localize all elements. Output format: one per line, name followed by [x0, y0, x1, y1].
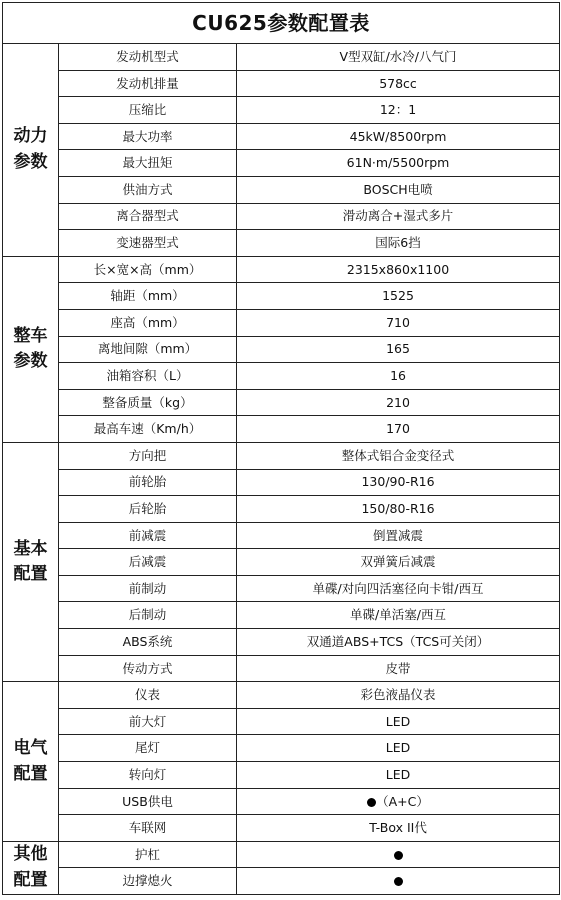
param-label: 前制动	[59, 575, 237, 602]
param-label: 供油方式	[59, 176, 237, 203]
param-value-text: 12：1	[379, 102, 417, 118]
title-row	[3, 3, 560, 44]
param-value-text: 双通道ABS+TCS（TCS可关闭）	[306, 633, 490, 649]
param-label: 轴距（mm）	[59, 283, 237, 310]
param-value	[237, 123, 560, 150]
param-label: 仪表	[59, 682, 237, 709]
param-label: USB供电	[59, 788, 237, 815]
param-value	[237, 602, 560, 629]
param-value	[237, 97, 560, 124]
param-label: 离合器型式	[59, 203, 237, 230]
param-value	[237, 442, 560, 469]
param-value	[237, 629, 560, 656]
param-value	[237, 815, 560, 842]
spec-sheet	[2, 2, 559, 894]
param-value	[237, 841, 560, 868]
table-row	[3, 363, 560, 390]
category-label: 参数	[13, 351, 48, 372]
param-value-text: 61N·m/5500rpm	[346, 155, 450, 171]
table-row	[3, 176, 560, 203]
table-row	[3, 629, 560, 656]
filled-dot-icon	[394, 851, 403, 860]
param-value-text: V型双缸/水冷/八气门	[339, 48, 457, 64]
table-row	[3, 256, 560, 283]
param-value	[237, 176, 560, 203]
param-value-text: 国际6挡	[375, 235, 421, 251]
category-label: 配置	[13, 763, 48, 784]
param-value	[237, 655, 560, 682]
param-value	[237, 708, 560, 735]
table-row	[3, 575, 560, 602]
table-row	[3, 602, 560, 629]
param-value-text: 45kW/8500rpm	[349, 128, 447, 144]
table-row	[3, 522, 560, 549]
category-label: 动力	[13, 126, 48, 147]
table-row	[3, 682, 560, 709]
param-label: 后轮胎	[59, 496, 237, 523]
param-value-text: 单碟/对向四活塞径向卡钳/西互	[312, 580, 484, 596]
param-label: 前减震	[59, 522, 237, 549]
table-row	[3, 469, 560, 496]
param-value	[237, 309, 560, 336]
param-value-text: T-Box II代	[369, 820, 427, 836]
table-row	[3, 416, 560, 443]
param-value	[237, 363, 560, 390]
param-value-text: 滑动离合+湿式多片	[342, 208, 454, 224]
table-row	[3, 309, 560, 336]
table-row	[3, 708, 560, 735]
param-value-text: 170	[386, 421, 410, 437]
param-value-text: 150/80-R16	[361, 501, 435, 517]
param-label: 油箱容积（L）	[59, 363, 237, 390]
table-row	[3, 283, 560, 310]
param-label: 最大功率	[59, 123, 237, 150]
param-label: 后减震	[59, 549, 237, 576]
param-label: 后制动	[59, 602, 237, 629]
category-label: 基本	[13, 538, 48, 559]
param-value-text: 整体式铝合金变径式	[341, 447, 455, 463]
param-label: 发动机排量	[59, 70, 237, 97]
param-value-text: 165	[386, 341, 410, 357]
param-value-text: 210	[386, 394, 410, 410]
category-label: 配置	[13, 869, 48, 890]
category-label: 参数	[13, 151, 48, 172]
param-value-text: 1525	[382, 288, 414, 304]
param-value	[237, 575, 560, 602]
param-value	[237, 416, 560, 443]
param-value	[237, 522, 560, 549]
table-row	[3, 230, 560, 257]
category-cell	[3, 442, 59, 681]
param-value-text: 彩色液晶仪表	[360, 687, 436, 703]
filled-dot-icon	[394, 877, 403, 886]
param-value	[237, 762, 560, 789]
param-label: 方向把	[59, 442, 237, 469]
param-value	[237, 256, 560, 283]
param-value-text: （A+C）	[376, 793, 429, 809]
table-row	[3, 70, 560, 97]
table-row	[3, 868, 560, 895]
param-value-text: 皮带	[385, 660, 411, 676]
param-value-text: 双弹簧后减震	[360, 554, 436, 570]
param-label: 前大灯	[59, 708, 237, 735]
param-label: 整备质量（kg）	[59, 389, 237, 416]
table-title: CU625参数配置表	[3, 3, 560, 44]
param-label: 车联网	[59, 815, 237, 842]
table-row	[3, 549, 560, 576]
param-label: 最高车速（Km/h）	[59, 416, 237, 443]
param-value	[237, 496, 560, 523]
table-row	[3, 496, 560, 523]
param-value	[237, 150, 560, 177]
category-label: 电气	[13, 738, 48, 759]
param-value	[237, 283, 560, 310]
table-row	[3, 389, 560, 416]
param-value-text: 倒置减震	[373, 527, 424, 543]
table-row	[3, 203, 560, 230]
table-row	[3, 336, 560, 363]
table-row	[3, 735, 560, 762]
param-label: 离地间隙（mm）	[59, 336, 237, 363]
table-row	[3, 97, 560, 124]
table-row	[3, 655, 560, 682]
category-cell	[3, 682, 59, 842]
table-row	[3, 841, 560, 868]
param-value-text: 578cc	[379, 75, 417, 91]
category-label: 其他	[13, 844, 48, 865]
param-label: 最大扭矩	[59, 150, 237, 177]
param-value	[237, 389, 560, 416]
param-value	[237, 70, 560, 97]
table-row	[3, 788, 560, 815]
category-cell	[3, 256, 59, 442]
param-label: 前轮胎	[59, 469, 237, 496]
table-row	[3, 815, 560, 842]
param-value-text: 710	[386, 314, 410, 330]
param-label: 转向灯	[59, 762, 237, 789]
param-value	[237, 336, 560, 363]
param-value-text: LED	[385, 740, 411, 756]
param-label: 压缩比	[59, 97, 237, 124]
table-row	[3, 123, 560, 150]
table-row	[3, 150, 560, 177]
table-row	[3, 44, 560, 71]
category-cell	[3, 841, 59, 894]
param-value	[237, 735, 560, 762]
param-value	[237, 868, 560, 895]
category-label: 整车	[13, 325, 48, 346]
category-label: 配置	[13, 564, 48, 585]
filled-dot-icon	[367, 798, 376, 807]
param-label: 尾灯	[59, 735, 237, 762]
table-row	[3, 762, 560, 789]
param-value-text: 2315x860x1100	[346, 261, 450, 277]
param-label: 护杠	[59, 841, 237, 868]
param-label: 座高（mm）	[59, 309, 237, 336]
param-value	[237, 469, 560, 496]
param-value	[237, 44, 560, 71]
category-cell	[3, 44, 59, 257]
param-label: 变速器型式	[59, 230, 237, 257]
param-value	[237, 682, 560, 709]
param-value-text: BOSCH电喷	[363, 181, 433, 197]
table-row	[3, 442, 560, 469]
param-value	[237, 203, 560, 230]
param-value-text: 130/90-R16	[361, 474, 435, 490]
spec-table	[2, 2, 560, 895]
param-value-text: LED	[385, 713, 411, 729]
param-value-text: LED	[385, 766, 411, 782]
param-value	[237, 549, 560, 576]
param-value-text: 单碟/单活塞/西互	[350, 607, 446, 623]
param-value	[237, 230, 560, 257]
param-label: 传动方式	[59, 655, 237, 682]
param-value	[237, 788, 560, 815]
param-label: 长×宽×高（mm）	[59, 256, 237, 283]
param-label: ABS系统	[59, 629, 237, 656]
param-label: 发动机型式	[59, 44, 237, 71]
param-value-text: 16	[390, 368, 406, 384]
param-label: 边撑熄火	[59, 868, 237, 895]
